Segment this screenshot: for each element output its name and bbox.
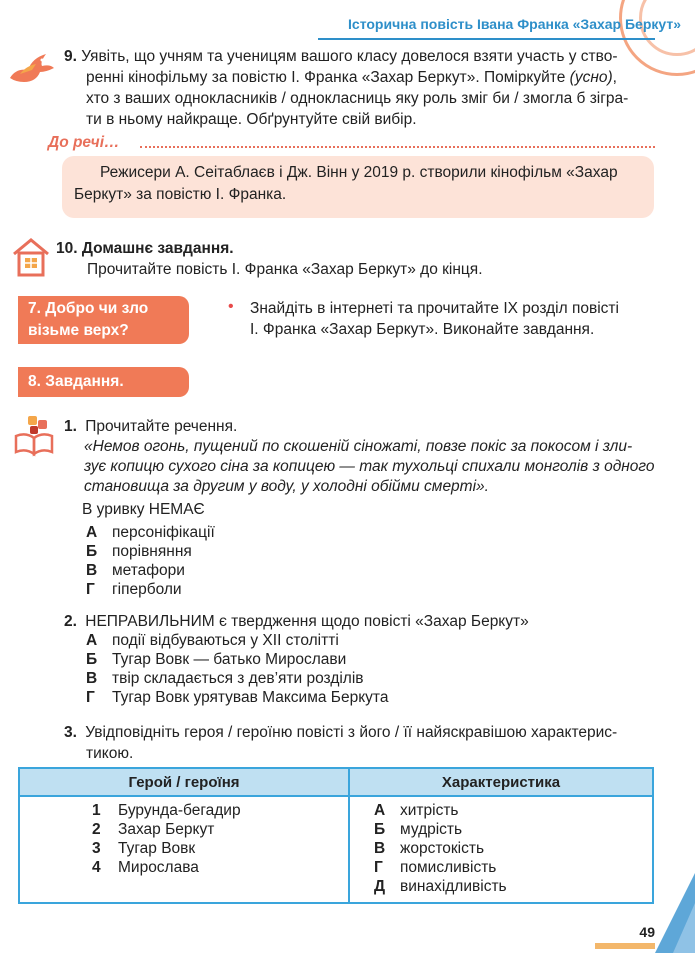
trait-item: Б мудрість [374,821,463,838]
col-header-traits: Характеристика [349,768,653,796]
task-2-prompt: НЕПРАВИЛЬНИМ є твердження щодо повісті «Захар Беркут» [85,613,529,630]
question-9-line2b: (усно) [569,69,613,86]
hero-item: 3 Тугар Вовк [92,840,196,857]
book-icon [12,414,58,458]
question-9-line3: хто з ваших однокласників / однокласниць яку роль зміг би / змогла б зігра- [86,90,629,107]
trait-item: Г помисливість [374,859,497,876]
section-7-label-line1: 7. Добро чи зло [28,300,149,317]
header-rule [318,38,655,40]
question-9 [64,46,664,130]
question-9-number: 9. [64,48,77,65]
trait-item: Д винахідливість [374,878,507,895]
fact-heading: До речі… [48,134,120,151]
question-9-line1: Уявіть, що учням та ученицям вашого класу довелося взяти участь у ство- [81,48,618,65]
question-10-number: 10. [56,240,78,257]
task-3-prompt-line2: тикою. [86,745,134,762]
task-3-number: 3. [64,724,77,741]
hero-item: 2 Захар Беркут [92,821,215,838]
traits-cell [349,796,653,903]
bullet-icon: • [228,298,234,315]
hero-item: 4 Мирослава [92,859,199,876]
section-7-text-line1: Знайдіть в інтернеті та прочитайте IX розділ повісті [250,300,619,317]
house-icon [10,236,52,278]
task-1-option: Г гіперболи [86,581,182,598]
section-7-label-line2: візьме верх? [28,322,129,339]
question-9-line2c: , [612,69,617,86]
task-1-prompt: Прочитайте речення. [85,418,238,435]
task-1-quote-line1: «Немов огонь, пущений по скошеній сіножаті, повзе покіс за покосом і зли- [84,438,633,455]
trait-item: А хитрість [374,802,459,819]
page-number-bar [595,943,655,949]
task-1-quote [64,437,664,497]
fact-box [62,156,654,218]
corner-decoration-light [673,903,695,953]
matching-table [18,767,654,904]
question-10 [56,238,656,280]
task-3 [64,722,664,764]
task-1-quote-line2: зує копицю сухого сіна за копицею — так тухольці спихали монголів з одного [84,458,655,475]
bird-icon [6,48,56,88]
section-7-label [18,296,189,344]
task-1-question: В уривку НЕМАЄ [82,501,205,518]
section-7-text-line2: І. Франка «Захар Беркут». Виконайте завдання. [250,321,595,338]
hero-item: 1 Бурунда-бегадир [92,802,241,819]
task-1 [64,416,664,497]
task-1-option: В метафори [86,562,185,579]
question-10-text: Прочитайте повість І. Франка «Захар Беркут» до кінця. [87,261,483,278]
task-2-number: 2. [64,613,77,630]
section-8-label-text: 8. Завдання. [28,373,124,390]
task-3-prompt-line1: Увідповідніть героя / героїню повісті з його / її найяскравішою характерис- [85,724,618,741]
fact-divider [140,146,655,148]
task-1-option: А персоніфікації [86,524,215,541]
page-number: 49 [639,924,655,940]
task-2 [64,612,664,707]
running-header: Історична повість Івана Франка «Захар Беркут» [348,16,681,32]
col-header-heroes: Герой / героїня [19,768,349,796]
question-9-line2a: ренні кінофільму за повістю І. Франка «Захар Беркут». Поміркуйте [86,69,570,86]
task-2-option: Б Тугар Вовк — батько Мирослави [86,651,347,668]
task-2-option: А події відбуваються у XII столітті [86,632,339,649]
task-2-option: В твір складається з дев’яти розділів [86,670,364,687]
task-1-options [86,523,215,599]
heroes-cell [19,796,349,903]
trait-item: В жорстокість [374,840,485,857]
task-1-option: Б порівняння [86,543,192,560]
question-9-line4: ти в ньому найкраще. Обґрунтуйте свій вибір. [86,111,417,128]
task-2-option: Г Тугар Вовк урятував Максима Беркута [86,689,389,706]
task-1-quote-line3: становища за другим у воду, у холодні обійми смерті». [84,478,489,495]
question-10-title: Домашнє завдання. [81,240,234,257]
section-7-text [250,298,660,340]
fact-text: Режисери А. Сеітаблаєв і Дж. Вінн у 2019 р. створили кінофільм «Захар Беркут» за повістю І. Франка. [74,164,618,203]
task-1-number: 1. [64,418,77,435]
section-8-label [18,367,189,397]
